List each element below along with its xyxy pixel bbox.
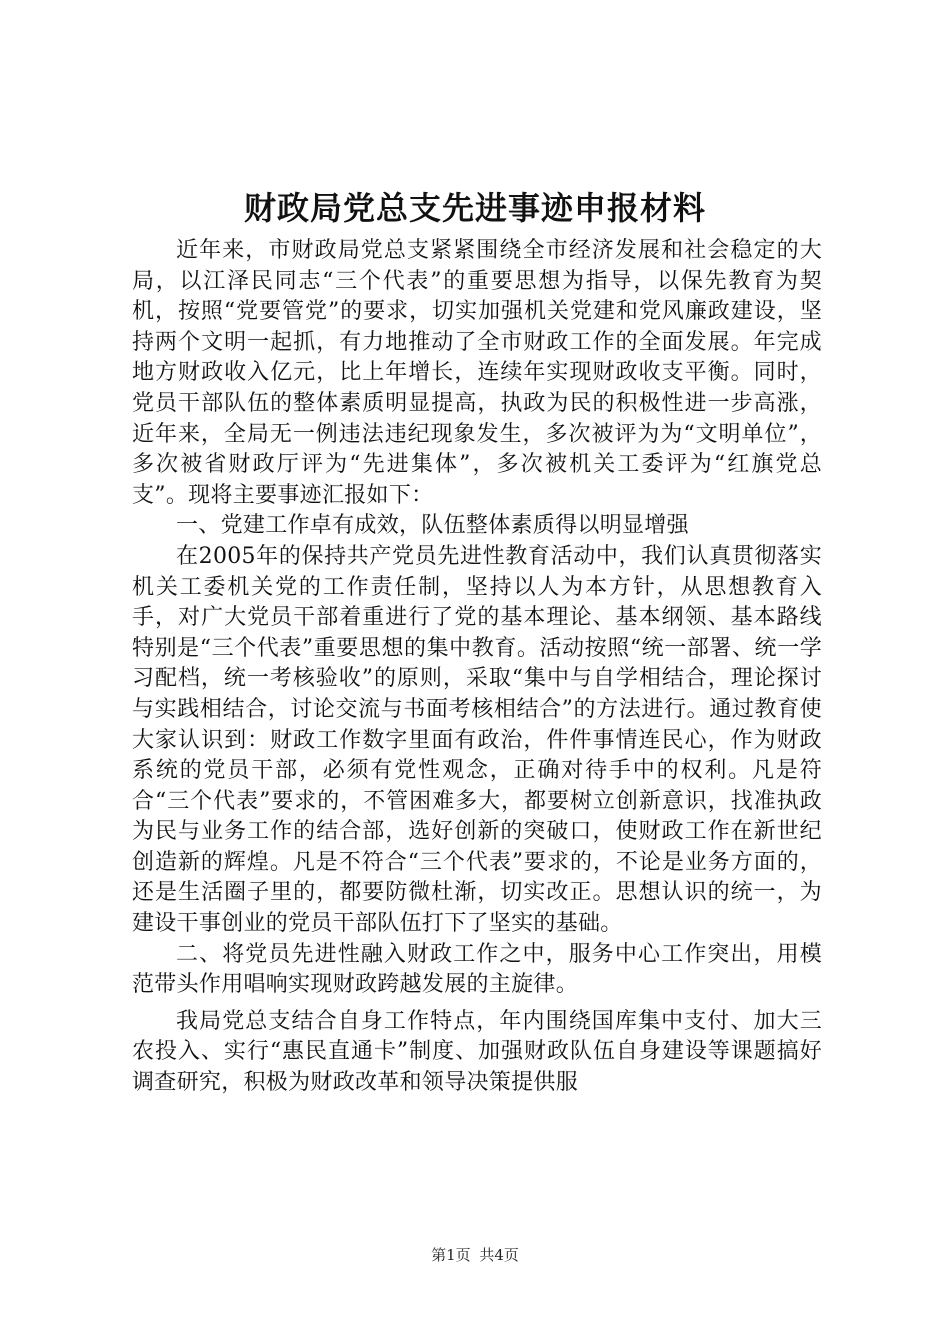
paragraph-section-1: 在2005年的保持共产党员先进性教育活动中，我们认真贯彻落实机关工委机关党的工作责任制，坚持以人为本方针，从思想教育入手，对广大党员干部着重进行了党的基本理论、基本纲领、基本路线特别是“三个代表”重要思想的集中教育。活动按照“统一部署、统一学习配档，统一考核验收”的原则，采取“集中与自学相结合，理论探讨与实践相结合，讨论交流与书面考核相结合”的方法进行。通过教育使大家认识到：财政工作数字里面有政治，件件事情连民心，作为财政系统的党员干部，必须有党性观念，正确对待手中的权利。凡是符合“三个代表”要求的，不管困难多大，都要树立创新意识，找准执政为民与业务工作的结合部，选好创新的突破口，使财政工作在新世纪创造新的辉煌。凡是不符合“三个代表”要求的，不论是业务方面的，还是生活圈子里的，都要防微杜渐，切实改正。思想认识的统一，为建设干事创业的党员干部队伍打下了坚实的基础。 [132, 543, 822, 937]
document-body [132, 236, 822, 1099]
page-footer [0, 1245, 950, 1265]
paragraph-section-2: 我局党总支结合自身工作特点，年内围绕国库集中支付、加大三农投入、实行“惠民直通卡”制度、加强财政队伍自身建设等课题搞好调查研究，积极为财政改革和领导决策提供服 [132, 1008, 822, 1096]
page-total: 共4页 [479, 1246, 519, 1264]
page-number: 第1页 [431, 1246, 471, 1264]
section-heading-1: 一、党建工作卓有成效，队伍整体素质得以明显增强 [176, 513, 689, 539]
section-heading-2: 二、将党员先进性融入财政工作之中，服务中心工作突出，用模范带头作用唱响实现财政跨越发展的主旋律。 [132, 941, 822, 998]
document-title: 财政局党总支先进事迹申报材料 [243, 189, 706, 227]
paragraph-intro: 近年来，市财政局党总支紧紧围绕全市经济发展和社会稳定的大局，以江泽民同志“三个代表”的重要思想为指导，以保先教育为契机，按照“党要管党”的要求，切实加强机关党建和党风廉政建设，坚持两个文明一起抓，有力地推动了全市财政工作的全面发展。年完成地方财政收入亿元，比上年增长，连续年实现财政收支平衡。同时，党员干部队伍的整体素质明显提高，执政为民的积极性进一步高涨，近年来，全局无一例违法违纪现象发生，多次被评为为“文明单位”，多次被省财政厅评为“先进集体”，多次被机关工委评为“红旗党总支”。现将主要事迹汇报如下： [132, 238, 822, 508]
